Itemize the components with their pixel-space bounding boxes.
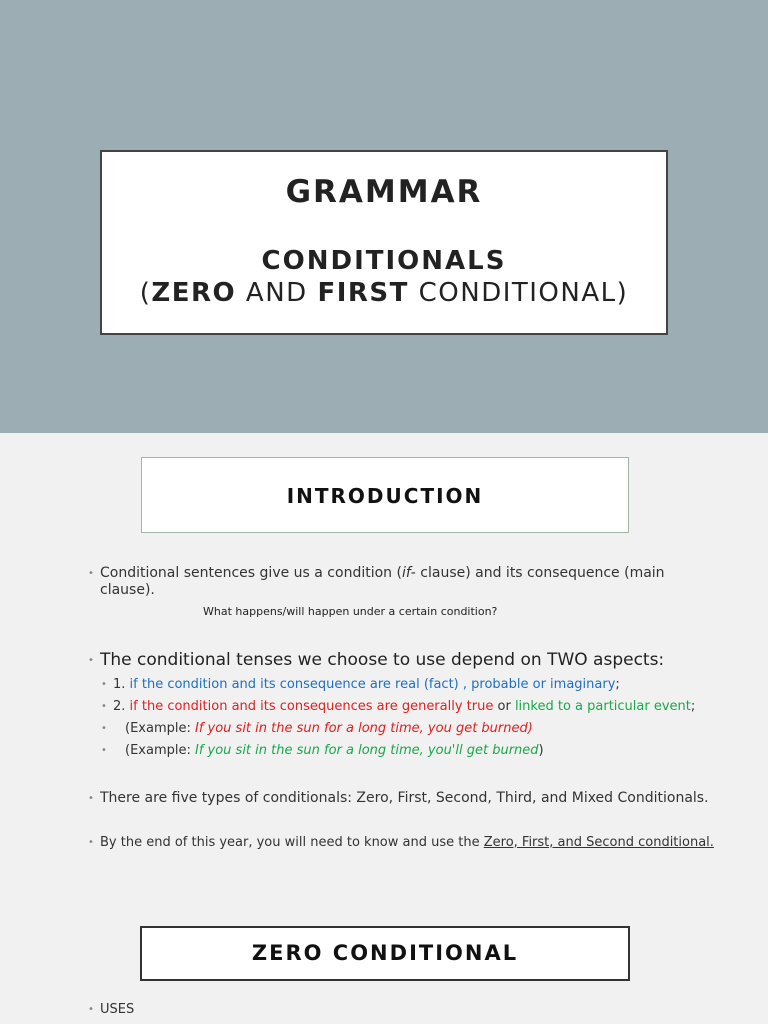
bullet-dot: • — [101, 745, 107, 756]
bullet-dot: • — [101, 701, 107, 712]
bullet-dot: • — [88, 793, 94, 804]
title-box — [100, 150, 668, 335]
first-word: FIRST — [317, 278, 409, 308]
bullet-dot: • — [88, 568, 94, 579]
title-slide — [0, 0, 768, 433]
bullet-dot: • — [88, 655, 94, 666]
sub-bullet-1: 1. if the condition and its consequence are real (fact) , probable or imaginary; — [113, 677, 620, 692]
bullet-two-aspects: The conditional tenses we choose to use depend on TWO aspects: — [100, 650, 665, 670]
bullet-dot: • — [101, 723, 107, 734]
paren-open: ( — [139, 278, 152, 308]
example-2: (Example: If you sit in the sun for a long time, you'll get burned) — [125, 743, 544, 758]
example-1: (Example: If you sit in the sun for a long time, you get burned) — [125, 721, 533, 736]
bullet-conditional-sentences: Conditional sentences give us a condition (if- clause) and its consequence (main clause). — [100, 565, 665, 598]
and-word: AND — [236, 278, 318, 308]
note-text: What happens/will happen under a certain condition? — [203, 605, 498, 618]
bullet-five-types: There are five types of conditionals: Zero, First, Second, Third, and Mixed Conditionals. — [100, 790, 709, 806]
intro-heading-box — [141, 457, 629, 533]
slide-title: GRAMMAR — [285, 174, 483, 210]
conditional-word: CONDITIONAL) — [408, 278, 629, 308]
zero-conditional-heading-box — [140, 926, 630, 981]
slide-subtitle: CONDITIONALS — [261, 246, 507, 276]
content-slide — [0, 433, 768, 1024]
bullet-end-of-year: By the end of this year, you will need to know and use the Zero, First, and Second conditional. — [100, 835, 714, 850]
intro-heading: INTRODUCTION — [286, 484, 484, 508]
slide-subtitle-line — [102, 278, 666, 308]
bullet-uses: USES — [100, 1002, 135, 1017]
bullet-dot: • — [101, 679, 107, 690]
zero-conditional-heading: ZERO CONDITIONAL — [251, 941, 519, 965]
bullet-dot: • — [88, 837, 94, 848]
bullet-dot: • — [88, 1004, 94, 1015]
sub-bullet-2: 2. if the condition and its consequences are generally true or linked to a particular event; — [113, 699, 696, 714]
zero-word: ZERO — [151, 278, 237, 308]
